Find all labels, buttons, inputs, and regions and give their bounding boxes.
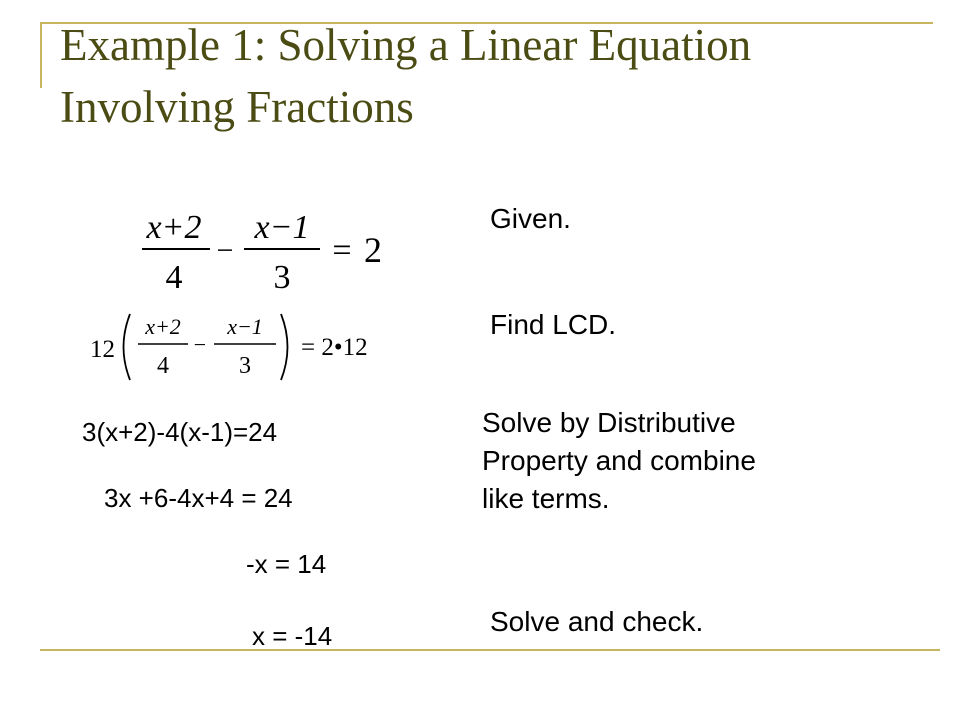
left-paren <box>124 314 131 380</box>
lcd-fraction2-denominator: 3 <box>239 353 251 379</box>
fraction2-numerator: x−1 <box>254 209 310 246</box>
note-distributive <box>482 404 756 518</box>
slide-title <box>60 14 940 138</box>
lcd-fraction1-numerator: x+2 <box>145 314 181 339</box>
equals-sign: = <box>332 232 352 269</box>
lcd-minus-sign: − <box>193 332 207 357</box>
right-paren <box>281 314 288 380</box>
step-solution: x = -14 <box>252 621 333 651</box>
rhs-value: 2 <box>364 230 382 270</box>
given-equation <box>140 206 400 301</box>
bottom-rule <box>40 649 940 651</box>
fraction1-denominator: 4 <box>165 259 183 296</box>
lcd-coefficient: 12 <box>90 336 115 363</box>
lcd-rhs: = 2•12 <box>301 334 368 361</box>
note-distributive-line-2: Property and combine <box>482 445 756 476</box>
fraction2-denominator: 3 <box>273 259 291 296</box>
lcd-fraction1-denominator: 4 <box>157 353 169 379</box>
fraction1-numerator: x+2 <box>146 209 202 246</box>
slide-title-line-1: Example 1: Solving a Linear Equation <box>60 20 752 70</box>
slide-title-line-2: Involving Fractions <box>60 82 414 132</box>
lcd-fraction2-numerator: x−1 <box>227 314 263 339</box>
step-distribute: 3(x+2)-4(x-1)=24 <box>82 417 278 447</box>
left-accent-rule <box>40 22 42 88</box>
note-find-lcd: Find LCD. <box>490 309 617 340</box>
note-given: Given. <box>490 203 571 234</box>
step-combine: -x = 14 <box>246 549 327 579</box>
note-solve-check: Solve and check. <box>490 606 704 637</box>
lcd-equation <box>90 308 400 391</box>
note-distributive-line-1: Solve by Distributive <box>482 407 736 438</box>
step-expand: 3x +6-4x+4 = 24 <box>104 483 293 513</box>
minus-sign: − <box>216 234 234 267</box>
note-distributive-line-3: like terms. <box>482 483 610 514</box>
